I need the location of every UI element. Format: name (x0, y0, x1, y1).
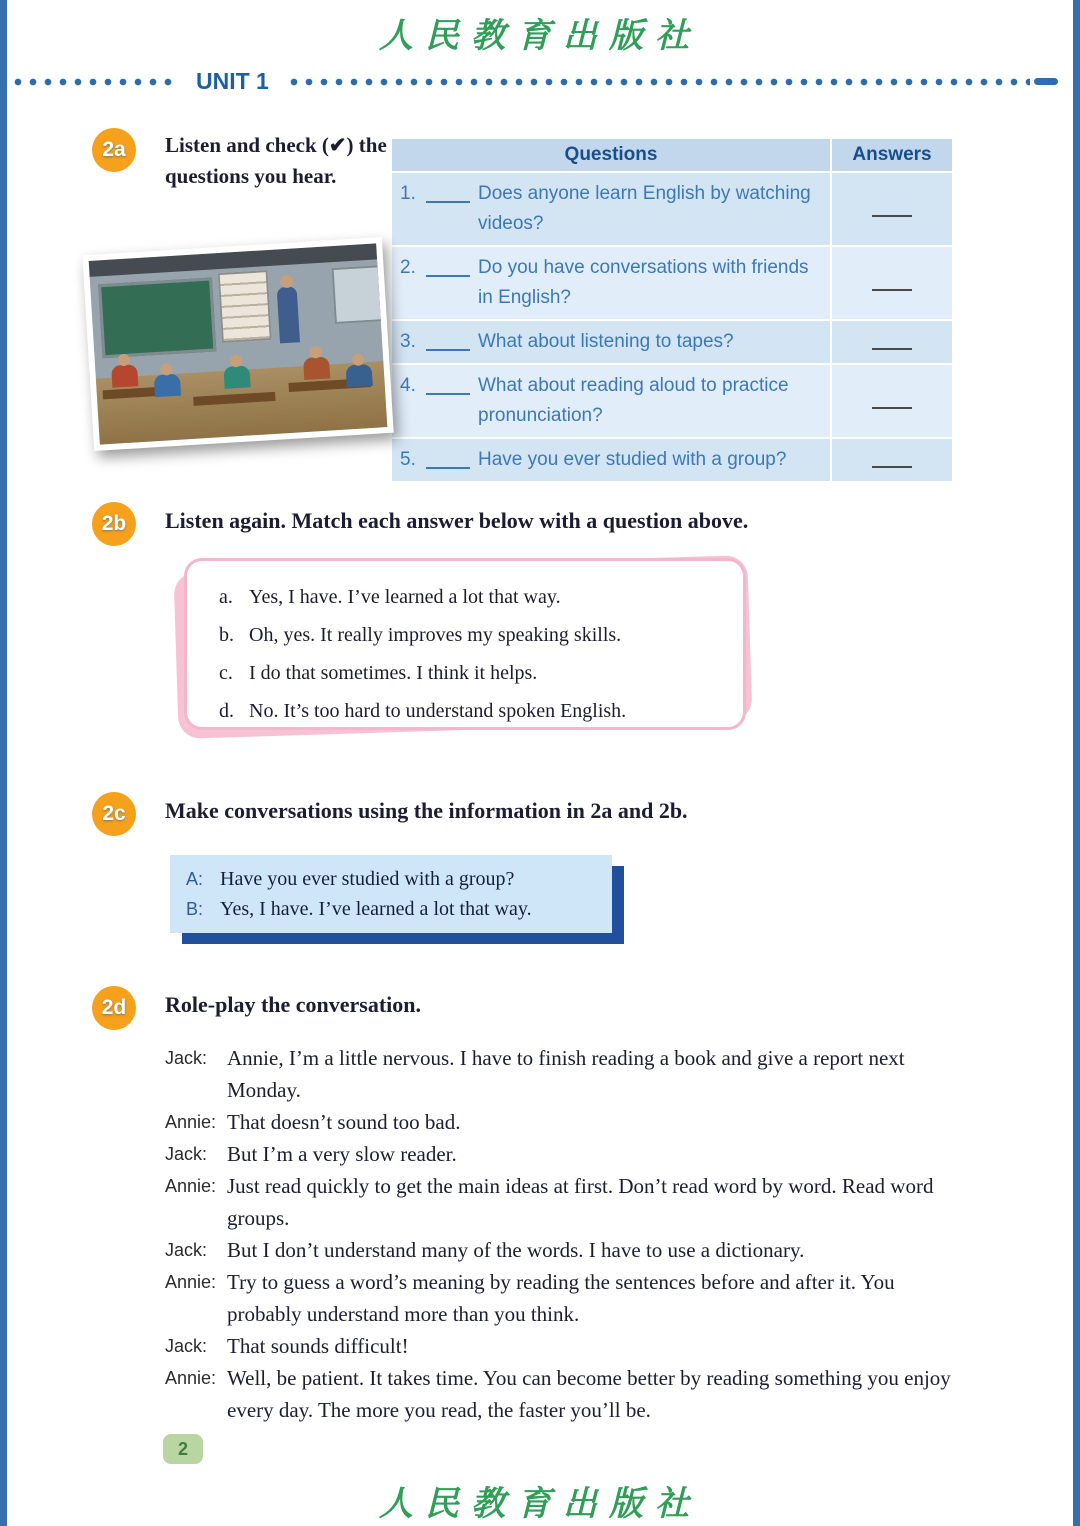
questions-column-header: Questions (392, 139, 830, 171)
dotted-line-left (14, 78, 176, 86)
section-2a-instruction: Listen and check (✔) the questions you hear. (165, 133, 387, 188)
answer-letter: d. (219, 700, 234, 722)
role-play-dialogue (165, 1042, 965, 1426)
question-text: Do you have conversations with friends in English? (478, 257, 809, 308)
section-2d-instruction: Role-play the conversation. (165, 992, 422, 1017)
page-number-badge: 2 (163, 1434, 203, 1464)
answer-option (219, 654, 729, 692)
question-number: 3. (400, 331, 416, 352)
speaker-label: Jack: (165, 1240, 208, 1260)
section-2b-badge: 2b (92, 502, 136, 546)
section-2a-badge: 2a (92, 128, 136, 172)
speaker-label: Annie: (165, 1368, 217, 1388)
check-blank (426, 445, 470, 469)
answer-letter: b. (219, 624, 234, 646)
section-2c-badge: 2c (92, 792, 136, 836)
speaker-text: That sounds difficult! (227, 1334, 409, 1358)
question-text: Have you ever studied with a group? (478, 449, 787, 470)
table-row (392, 173, 952, 245)
publisher-logo-top: 人民教育出版社 (379, 18, 701, 55)
answer-text: I do that sometimes. I think it helps. (249, 662, 538, 684)
speaker-text: Try to guess a word’s meaning by reading the sentences before and after it. You probably understand more than you think. (227, 1270, 895, 1326)
dialogue-line (165, 1106, 965, 1138)
question-number: 5. (400, 449, 416, 470)
section-2c-instruction: Make conversations using the information in 2a and 2b. (165, 798, 688, 823)
speaker-label: Jack: (165, 1336, 208, 1356)
photo-student (346, 364, 373, 388)
speaker-text: Just read quickly to get the main ideas at first. Don’t read word by word. Read word groups. (227, 1174, 934, 1230)
answer-text: No. It’s too hard to understand spoken English. (249, 700, 627, 722)
classroom-photo (82, 237, 393, 451)
speaker-label: Jack: (165, 1144, 208, 1164)
question-number: 4. (400, 375, 416, 396)
dotted-line-right (290, 78, 1030, 86)
photo-student (303, 356, 330, 380)
header-dash-icon (1034, 78, 1058, 85)
check-blank (426, 371, 470, 395)
table-row (392, 439, 952, 481)
photo-student (154, 374, 181, 398)
check-blank (426, 253, 470, 277)
table-row (392, 365, 952, 437)
speaker-text: But I don’t understand many of the words. I have to use a dictionary. (227, 1238, 805, 1262)
answer-text: Yes, I have. I’ve learned a lot that way. (249, 586, 561, 608)
photo-flipchart (218, 270, 272, 343)
dialogue-line (165, 1170, 965, 1234)
answer-blank (872, 389, 912, 409)
answer-option (219, 692, 729, 730)
speaker-label: Jack: (165, 1048, 208, 1068)
speaker-text: That doesn’t sound too bad. (227, 1110, 461, 1134)
answers-box (184, 558, 746, 730)
answer-blank (872, 330, 912, 350)
speaker-text: Yes, I have. I’ve learned a lot that way. (220, 898, 532, 920)
dialogue-line (165, 1138, 965, 1170)
answer-option (219, 616, 729, 654)
speaker-label: B: (186, 899, 204, 919)
question-text: What about reading aloud to practice pronunciation? (478, 375, 789, 426)
unit-header (14, 68, 1064, 96)
answer-letter: c. (219, 662, 233, 684)
section-2b-instruction: Listen again. Match each answer below with a question above. (165, 508, 749, 533)
speaker-label: Annie: (165, 1176, 217, 1196)
answer-text: Oh, yes. It really improves my speaking skills. (249, 624, 622, 646)
dialogue-line (165, 1234, 965, 1266)
speaker-text: But I’m a very slow reader. (227, 1142, 457, 1166)
answer-blank (872, 271, 912, 291)
page-border-right (1073, 0, 1080, 1526)
answer-letter: a. (219, 586, 233, 608)
photo-teacher (277, 286, 300, 343)
unit-title: UNIT 1 (196, 68, 269, 94)
publisher-logo-bottom: 人民教育出版社 (379, 1486, 701, 1523)
question-number: 2. (400, 257, 416, 278)
classroom-photo-scene (89, 243, 388, 444)
answer-option (219, 578, 729, 616)
page-border-left (0, 0, 7, 1526)
speaker-text: Annie, I’m a little nervous. I have to finish reading a book and give a report next Monday. (227, 1046, 905, 1102)
conversation-box (170, 855, 612, 933)
speaker-label: A: (186, 869, 204, 889)
speaker-text: Well, be patient. It takes time. You can become better by reading something you enjoy every day. The more you read, the faster you’ll be. (227, 1366, 951, 1422)
question-text: Does anyone learn English by watching videos? (478, 183, 811, 234)
table-row (392, 321, 952, 363)
conversation-line (186, 864, 602, 894)
photo-window (332, 265, 383, 324)
dialogue-line (165, 1330, 965, 1362)
photo-student (111, 364, 138, 388)
answers-column-header: Answers (832, 139, 952, 171)
speaker-label: Annie: (165, 1272, 217, 1292)
photo-chalkboard (98, 277, 216, 358)
conversation-line (186, 894, 602, 924)
table-row (392, 247, 952, 319)
speaker-text: Have you ever studied with a group? (220, 868, 515, 890)
answer-blank (872, 448, 912, 468)
questions-table (390, 137, 954, 483)
question-text: What about listening to tapes? (478, 331, 734, 352)
photo-student (223, 365, 250, 389)
dialogue-line (165, 1362, 965, 1426)
answer-blank (872, 197, 912, 217)
check-blank (426, 179, 470, 203)
dialogue-line (165, 1042, 965, 1106)
dialogue-line (165, 1266, 965, 1330)
speaker-label: Annie: (165, 1112, 217, 1132)
table-header-row (392, 139, 952, 171)
question-number: 1. (400, 183, 416, 204)
section-2d-badge: 2d (92, 986, 136, 1030)
check-blank (426, 327, 470, 351)
